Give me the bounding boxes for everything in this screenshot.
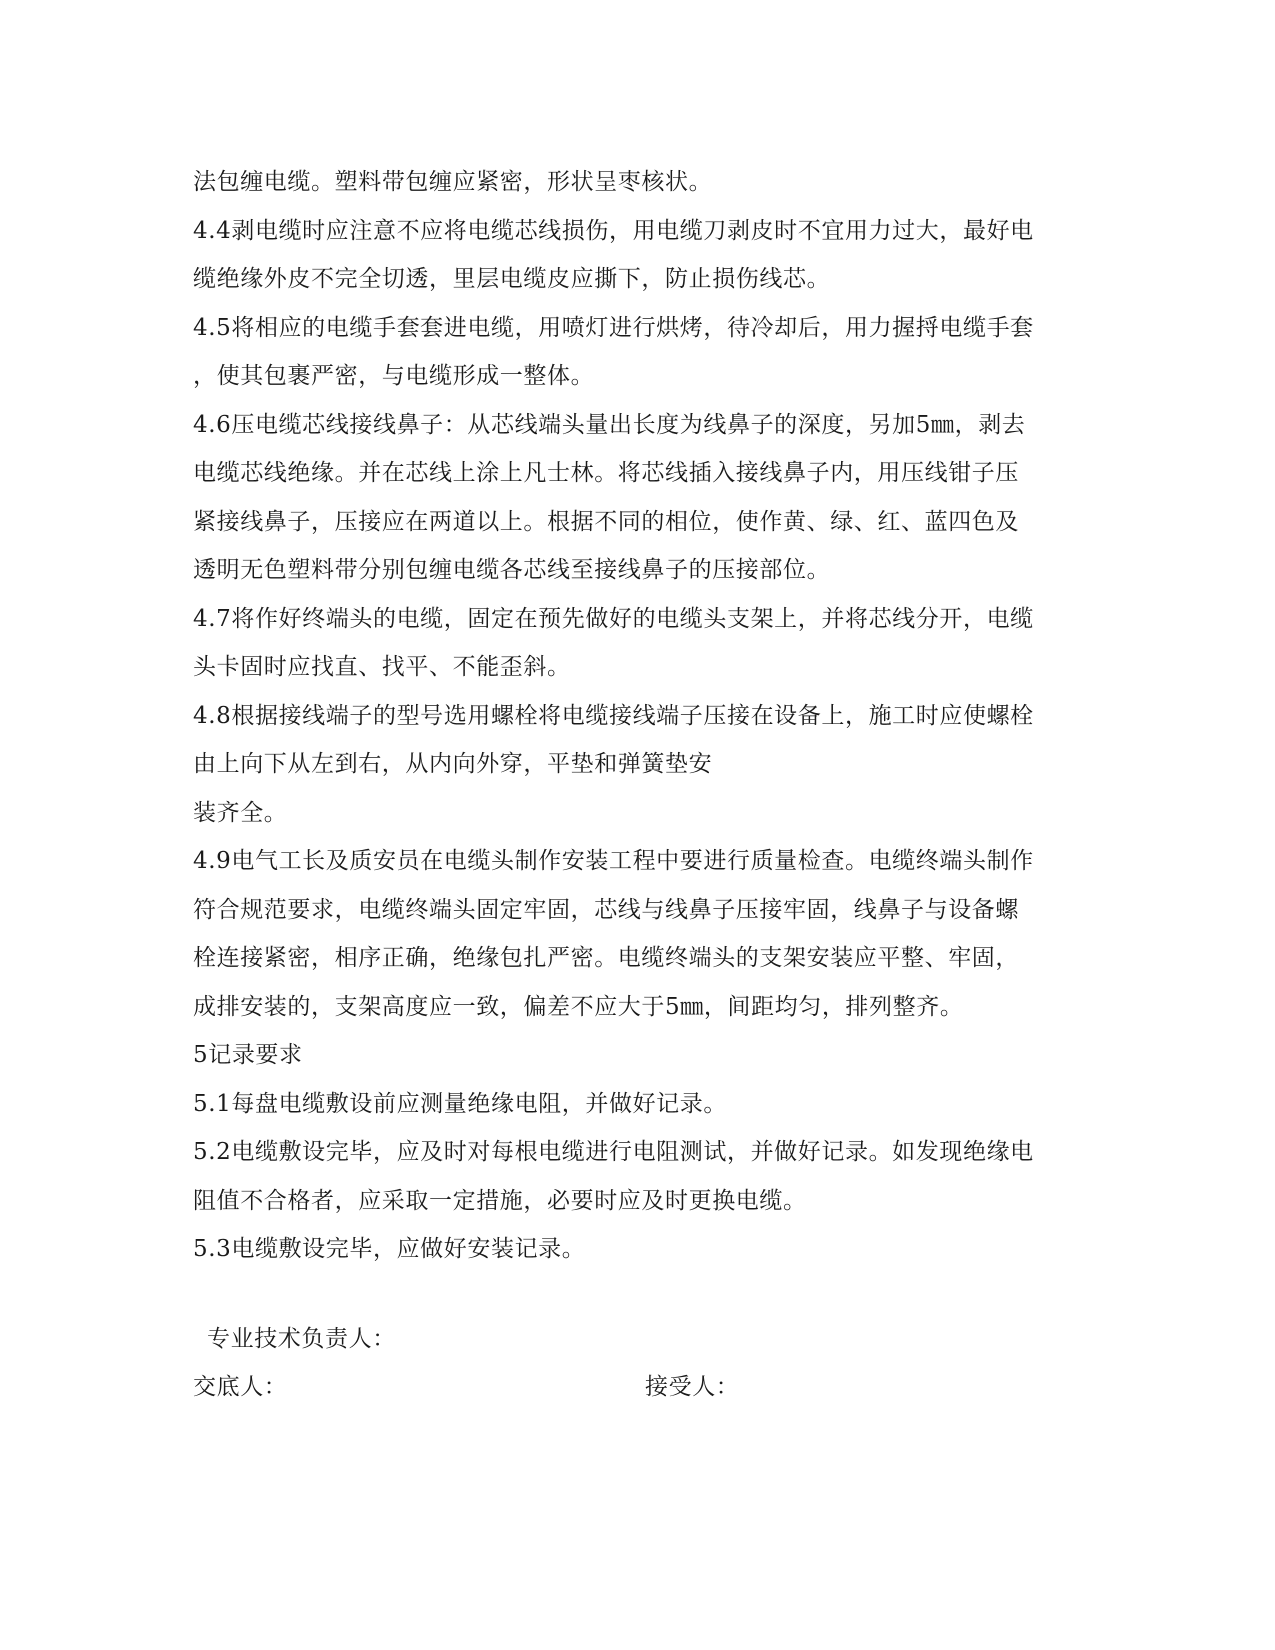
document-body (193, 158, 1093, 1274)
text-line: 5.3电缆敷设完毕，应做好安装记录。 (193, 1236, 586, 1262)
text-line: 4.6压电缆芯线接线鼻子：从芯线端头量出长度为线鼻子的深度，另加5㎜，剥去 (193, 411, 1026, 438)
text-line: 透明无色塑料带分别包缠电缆各芯线至接线鼻子的压接部位。 (193, 557, 831, 583)
text-line: 5.1每盘电缆敷设前应测量绝缘电阻，并做好记录。 (193, 1090, 727, 1117)
text-line: 电缆芯线绝缘。并在芯线上涂上凡士林。将芯线插入接线鼻子内，用压线钳子压 (193, 460, 1019, 486)
text-line: 4.7将作好终端头的电缆，固定在预先做好的电缆头支架上，并将芯线分开，电缆 (193, 605, 1034, 632)
text-line: ，使其包裹严密，与电缆形成一整体。 (193, 363, 595, 389)
text-line: 法包缠电缆。塑料带包缠应紧密，形状呈枣核状。 (193, 169, 713, 195)
tech-lead-label: 专业技术负责人： (207, 1326, 396, 1352)
text-line: 栓连接紧密，相序正确，绝缘包扎严密。电缆终端头的支架安装应平整、牢固， (193, 945, 1019, 971)
text-line: 阻值不合格者，应采取一定措施，必要时应及时更换电缆。 (193, 1187, 807, 1214)
text-line: 紧接线鼻子，压接应在两道以上。根据不同的相位，使作黄、绿、红、蓝四色及 (193, 508, 1019, 535)
text-line: 符合规范要求，电缆终端头固定牢固，芯线与线鼻子压接牢固，线鼻子与设备螺 (193, 896, 1019, 923)
section-heading: 5记录要求 (193, 1042, 303, 1068)
text-line: 头卡固时应找直、找平、不能歪斜。 (193, 654, 571, 680)
text-line: 4.5将相应的电缆手套套进电缆，用喷灯进行烘烤，待冷却后，用力握捋电缆手套 (193, 314, 1034, 341)
text-line: 缆绝缘外皮不完全切透，里层电缆皮应撕下，防止损伤线芯。 (193, 266, 831, 292)
giver-label: 交底人： (193, 1374, 288, 1400)
text-line: 4.4剥电缆时应注意不应将电缆芯线损伤，用电缆刀剥皮时不宜用力过大，最好电 (193, 217, 1034, 244)
text-line: 5.2电缆敷设完毕，应及时对每根电缆进行电阻测试，并做好记录。如发现绝缘电 (193, 1139, 1034, 1165)
text-line: 由上向下从左到右，从内向外穿，平垫和弹簧垫安 (193, 751, 713, 777)
receiver-label: 接受人： (645, 1374, 740, 1400)
text-line: 4.9电气工长及质安员在电缆头制作安装工程中要进行质量检查。电缆终端头制作 (193, 848, 1034, 874)
text-line: 装齐全。 (193, 799, 288, 826)
text-line: 成排安装的，支架高度应一致，偏差不应大于5㎜，间距均匀，排列整齐。 (193, 993, 964, 1020)
text-line: 4.8根据接线端子的型号选用螺栓将电缆接线端子压接在设备上，施工时应使螺栓 (193, 702, 1034, 729)
